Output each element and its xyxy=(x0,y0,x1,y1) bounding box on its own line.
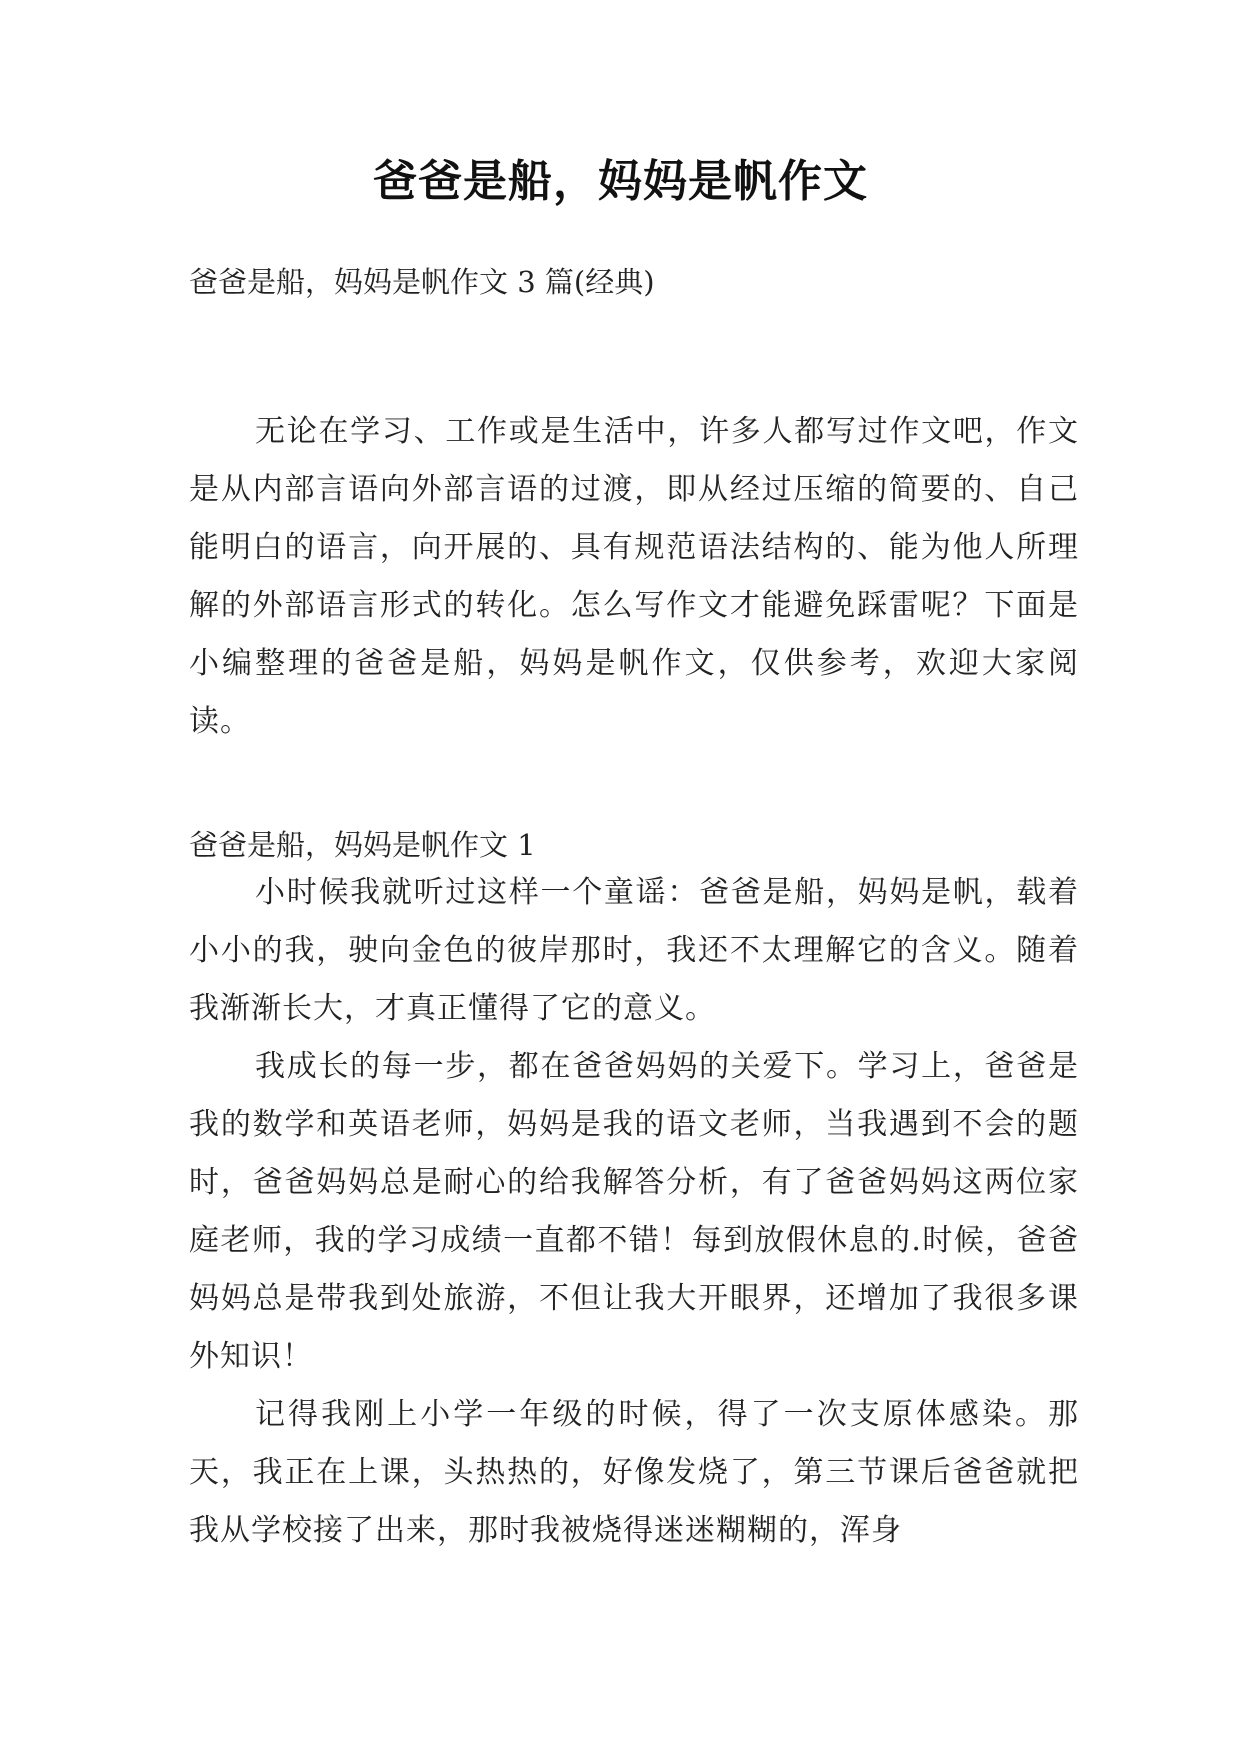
section-heading: 爸爸是船，妈妈是帆作文 1 xyxy=(189,828,536,862)
essay-body xyxy=(189,864,1079,1560)
essay-paragraph-3: 记得我刚上小学一年级的时候，得了一次支原体感染。那天，我正在上课，头热热的，好像发烧了，第三节课后爸爸就把我从学校接了出来，那时我被烧得迷迷糊糊的，浑身 xyxy=(189,1397,1079,1548)
intro-paragraph: 无论在学习、工作或是生活中，许多人都写过作文吧，作文是从内部言语向外部言语的过渡，即从经过压缩的简要的、自己能明白的语言，向开展的、具有规范语法结构的、能为他人所理解的外部语言形式的转化。怎么写作文才能避免踩雷呢？下面是小编整理的爸爸是船，妈妈是帆作文，仅供参考，欢迎大家阅读。 xyxy=(189,414,1079,739)
essay-paragraph-2: 我成长的每一步，都在爸爸妈妈的关爱下。学习上，爸爸是我的数学和英语老师，妈妈是我的语文老师，当我遇到不会的题时，爸爸妈妈总是耐心的给我解答分析，有了爸爸妈妈这两位家庭老师，我的学习成绩一直都不错！每到放假休息的.时候，爸爸妈妈总是带我到处旅游，不但让我大开眼界，还增加了我很多课外知识！ xyxy=(189,1049,1079,1374)
document-subtitle: 爸爸是船，妈妈是帆作文 3 篇(经典) xyxy=(189,265,655,299)
intro-section xyxy=(189,403,1079,751)
essay-paragraph-1: 小时候我就听过这样一个童谣：爸爸是船，妈妈是帆，载着小小的我，驶向金色的彼岸那时，我还不太理解它的含义。随着我渐渐长大，才真正懂得了它的意义。 xyxy=(189,875,1079,1026)
document-title: 爸爸是船，妈妈是帆作文 xyxy=(373,156,868,207)
